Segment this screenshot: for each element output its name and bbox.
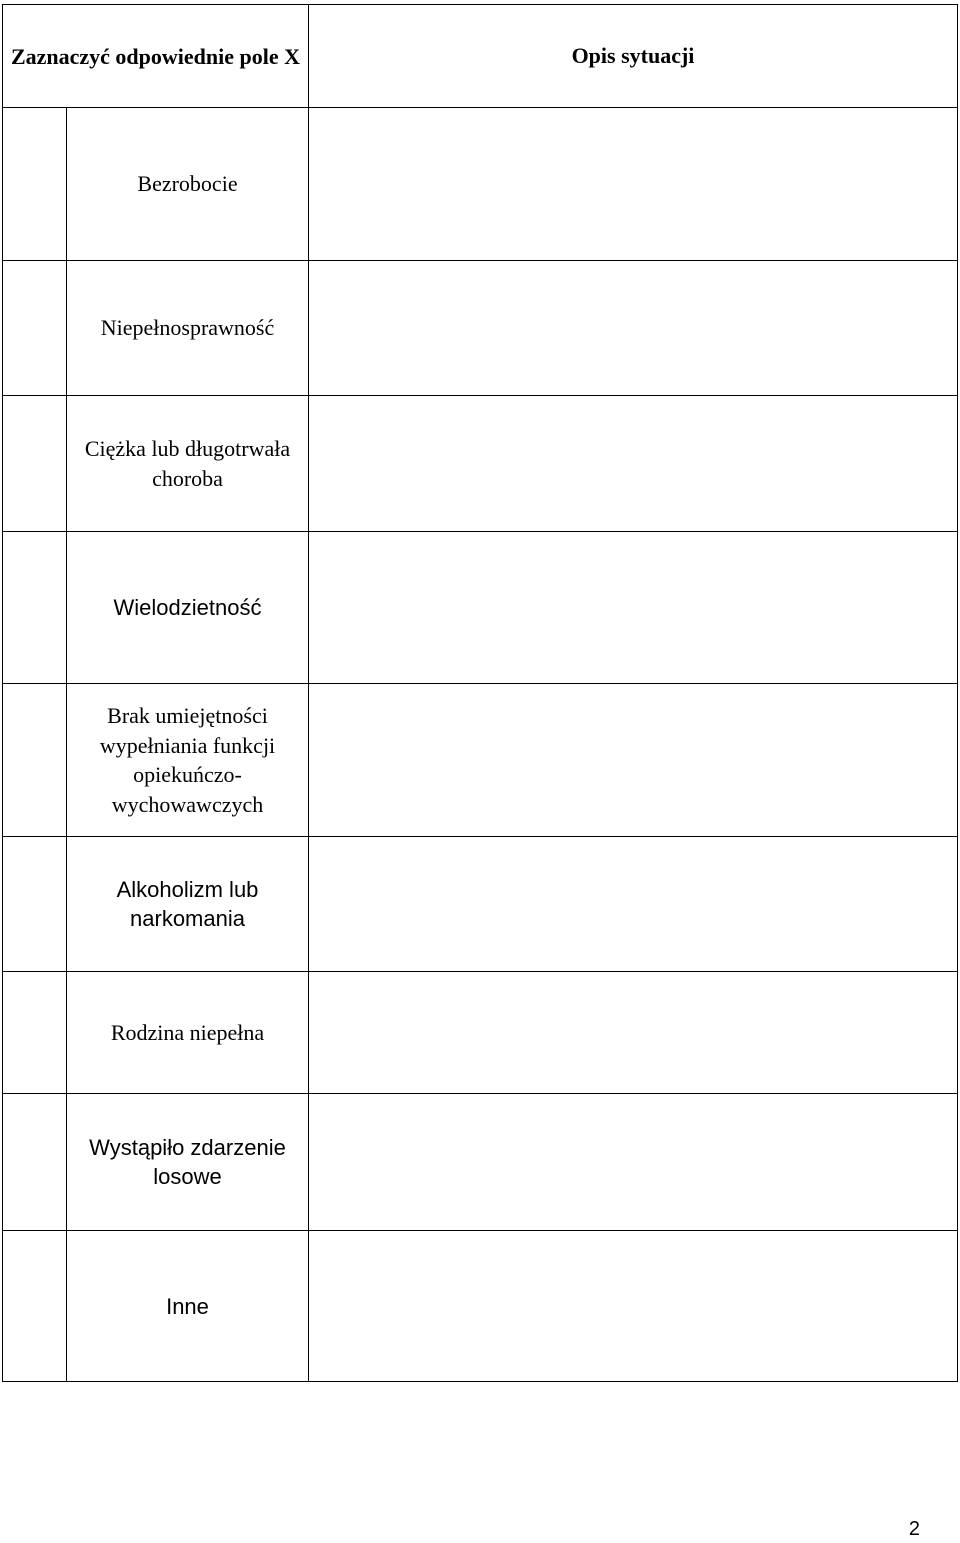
mark-checkbox-cell[interactable] [3, 837, 67, 972]
situation-label: Brak umiejętności wypełniania funkcji opiekuńczo-wychowawczych [67, 684, 309, 837]
description-cell[interactable] [309, 396, 958, 532]
mark-column-header: Zaznaczyć odpowiednie pole X [3, 5, 309, 108]
description-cell[interactable] [309, 684, 958, 837]
mark-checkbox-cell[interactable] [3, 532, 67, 684]
mark-checkbox-cell[interactable] [3, 1094, 67, 1231]
description-cell[interactable] [309, 108, 958, 261]
situation-label: Niepełnosprawność [67, 261, 309, 396]
mark-checkbox-cell[interactable] [3, 972, 67, 1094]
table-row [3, 1231, 958, 1382]
mark-checkbox-cell[interactable] [3, 684, 67, 837]
mark-checkbox-cell[interactable] [3, 1231, 67, 1382]
header-row [3, 5, 958, 108]
situation-label: Wystąpiło zdarzenie losowe [67, 1094, 309, 1231]
table-row [3, 396, 958, 532]
description-cell[interactable] [309, 261, 958, 396]
table-row [3, 532, 958, 684]
mark-checkbox-cell[interactable] [3, 108, 67, 261]
situation-label: Alkoholizm lub narkomania [67, 837, 309, 972]
table-row [3, 684, 958, 837]
table-row [3, 837, 958, 972]
situation-label: Wielodzietność [67, 532, 309, 684]
situation-label: Ciężka lub długotrwała choroba [67, 396, 309, 532]
description-cell[interactable] [309, 972, 958, 1094]
table-row [3, 1094, 958, 1231]
description-cell[interactable] [309, 1231, 958, 1382]
situation-label: Rodzina niepełna [67, 972, 309, 1094]
mark-checkbox-cell[interactable] [3, 261, 67, 396]
situation-label: Bezrobocie [67, 108, 309, 261]
table-row [3, 972, 958, 1094]
mark-checkbox-cell[interactable] [3, 396, 67, 532]
table-row [3, 261, 958, 396]
table-row [3, 108, 958, 261]
description-cell[interactable] [309, 532, 958, 684]
situation-label: Inne [67, 1231, 309, 1382]
description-cell[interactable] [309, 837, 958, 972]
description-column-header: Opis sytuacji [309, 5, 958, 108]
description-cell[interactable] [309, 1094, 958, 1231]
page-number: 2 [908, 1518, 920, 1540]
situation-form-table [2, 4, 958, 1382]
